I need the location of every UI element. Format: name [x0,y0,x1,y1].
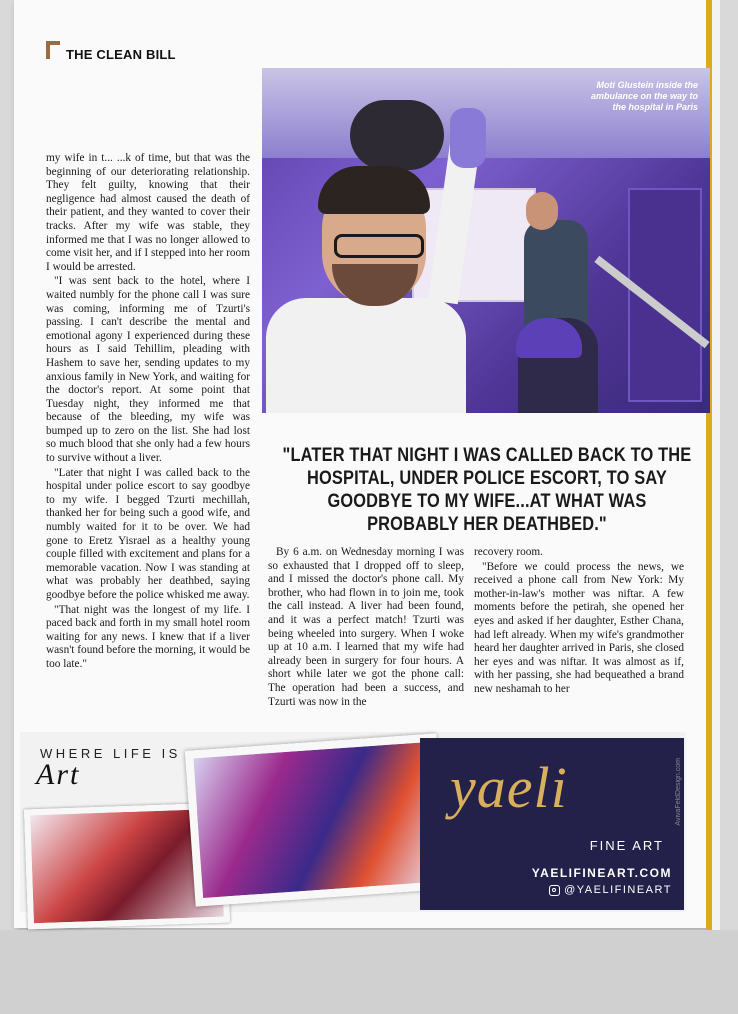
man-shirt [266,298,466,413]
paragraph: my wife in t... ...k of time, but that was the beginning of our deteriorating relationship. They felt guilty, knowing that their negligence had almost caused the death of their patient, and they wanted to cover their tracks. After my wife was stable, they informed me that I was no longer allowed to come visit her, and if I stepped into her room I would be arrested. [46,152,250,273]
advertisement [20,732,686,912]
paragraph: "That night was the longest of my life. I paced back and forth in my small hotel room waiting for any news. I knew that if a liver wasn't found before the morning, it would be too late." [46,603,250,670]
section-title: THE CLEAN BILL [66,47,176,62]
painting-colorful [185,733,447,906]
paragraph: "I was sent back to the hotel, where I waited numbly for the phone call I was sure was coming, informing me of Tzurti's passing. I can't describe the mental and emotional agony I experienced during these hours as I said Tehillim, pleading with Hashem to save her, sending updates to my anxious family in New York, and waiting for the doctor's report. At some point that Tuesday night, they informed me that because of the bleeding, my wife was bumped up to zero on the list. She had lost so much blood that she only had a few hours to survive without a liver. [46,275,250,465]
paragraph: "Before we could process the news, we received a phone call from New York: My mother-in-law's mother was niftar. A few moments before the petirah, she opened her eyes and asked if her daughter, Esther Chana, had left already. When my wife's grandmother heard her daughter arrived in Paris, she closed her eyes and was niftar. It was almost as if, with her passing, she had bequeathed a brand new neshamah to her [474,560,684,695]
glove [450,108,486,168]
paragraph: recovery room. [474,546,544,558]
section-header [46,40,176,62]
ad-fine-art: FINE ART [589,838,664,853]
ad-credit: AvivaFeldDesign.com [675,758,682,826]
ceiling-lamp [350,100,444,170]
paragraph: By 6 a.m. on Wednesday morning I was so exhausted that I dropped off to sleep, and I missed the doctor's phone call. My brother, who had flown in to join me, took the call instead. A liver had been found, and it was a perfect match! Tzurti was being wheeled into surgery. When I woke up at 10 a.m. I learned that my wife had already been in surgery for four hours. A short while later we got the phone call: The operation had been a success, and Tzurti was now in the [268,546,464,708]
ad-instagram-handle: @YAELIFINEART [564,884,672,896]
scan-background [0,930,738,1014]
paragraph: "Later that night I was called back to the hospital under police escort to say goodbye to my wife. I begged Tzurti mechillah, thanked her for being such a good wife, and numbly waited for it to be over. We had gone to Eretz Yisrael as a healthy young couple filled with excitement and plans for a memorable vacation. Now I was standing at what was probably her deathbed, saying goodbye before the police whisked me away. [46,466,250,601]
bracket-icon [46,41,60,59]
page-edge-inner [712,0,720,930]
ad-instagram [549,884,672,896]
ad-website: YAELIFINEART.COM [531,866,672,880]
ad-script-art: Art [36,758,81,791]
pull-quote: "LATER THAT NIGHT I WAS CALLED BACK TO THE HOSPITAL, UNDER POLICE ESCORT, TO SAY GOODBYE TO MY WIFE...AT WHAT WAS PROBABLY HER DEATHBED." [282,444,692,535]
ad-tagline: WHERE LIFE IS [40,746,181,761]
instagram-icon [549,885,560,896]
article-column-1 [46,152,250,673]
article-column-3 [474,546,684,698]
photo-caption: Moti Glustein inside the ambulance on the way to the hospital in Paris [590,80,698,112]
glasses [334,234,424,258]
ambulance-photo [262,68,710,413]
article-column-2 [268,546,464,710]
yaeli-logo: yaeli [450,755,568,820]
ad-brand-panel [420,738,684,910]
